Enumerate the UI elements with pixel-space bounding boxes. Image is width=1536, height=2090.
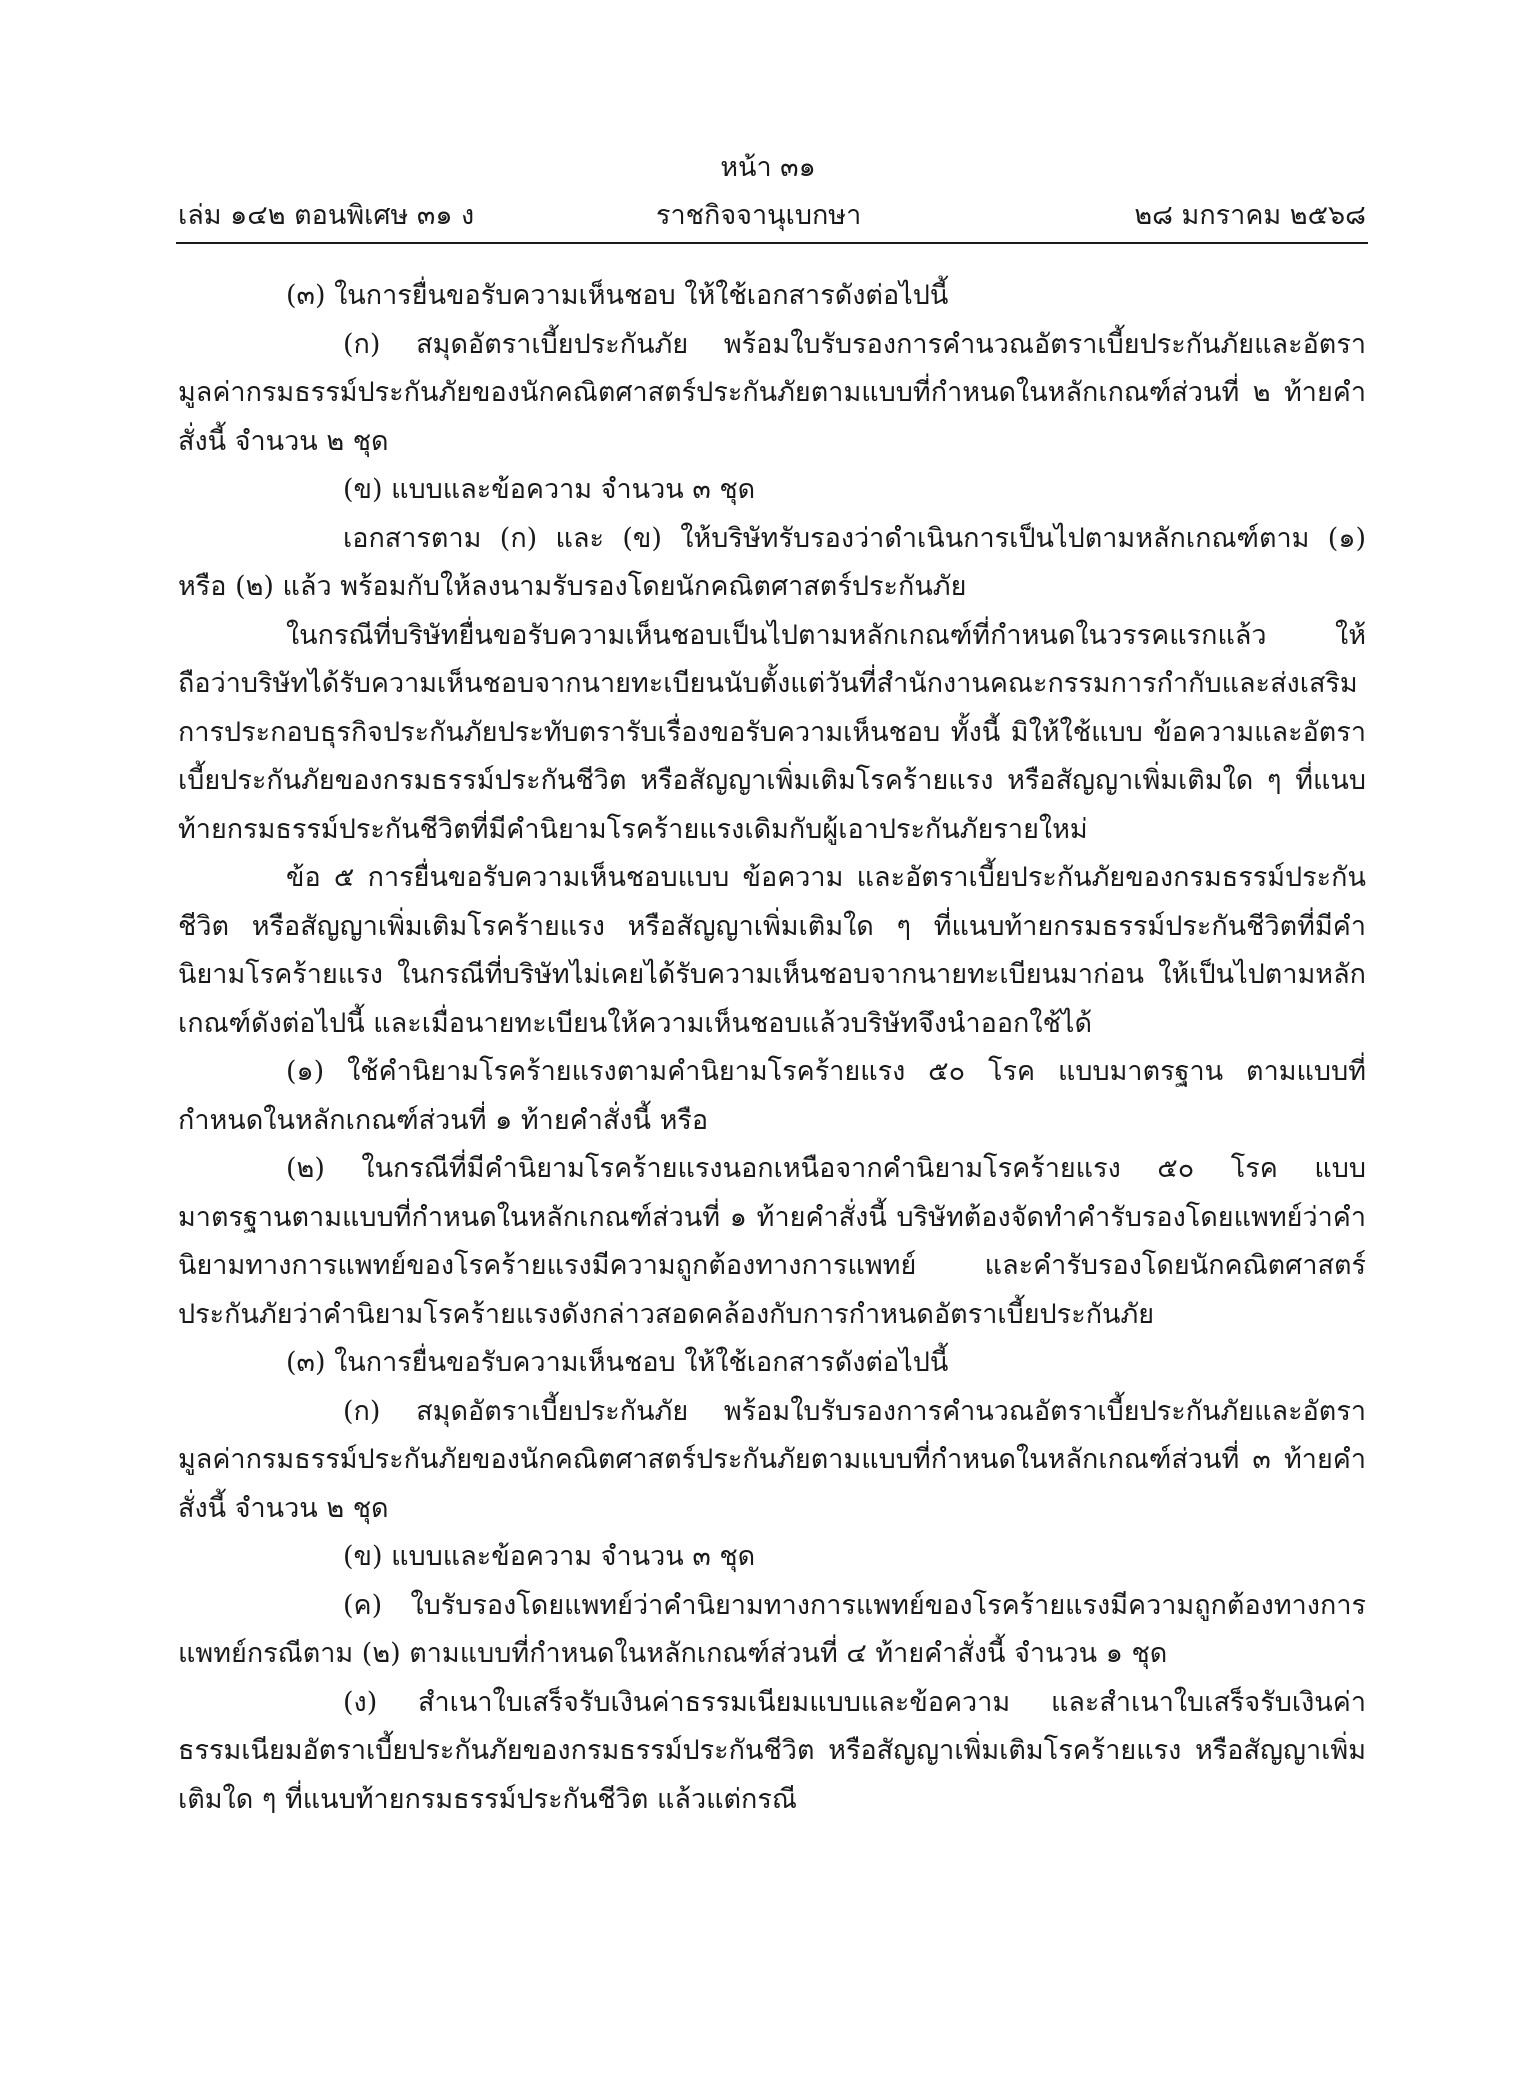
paragraph-clause-5-3d: (ง) สำเนาใบเสร็จรับเงินค่าธรรมเนียมแบบและข้อความ และสำเนาใบเสร็จรับเงินค่าธรรมเนียมอัตราเบี้ยประกันภัยของกรมธรรม์ประกันชีวิต หรือสัญญาเพิ่มเติมโรคร้ายแรง หรือสัญญาเพิ่มเติมใด ๆ ที่แนบท้ายกรมธรรม์ประกันชีวิต แล้วแต่กรณี <box>178 1686 1366 1815</box>
paragraph-clause-5-3b: (ข) แบบและข้อความ จำนวน ๓ ชุด <box>343 1541 756 1572</box>
volume-issue: เล่ม ๑๔๒ ตอนพิเศษ ๓๑ ง <box>178 200 475 231</box>
paragraph-clause-5-2: (๒) ในกรณีที่มีคำนิยามโรคร้ายแรงนอกเหนือจากคำนิยามโรคร้ายแรง ๕๐ โรค แบบมาตรฐานตามแบบที่กำหนดในหลักเกณฑ์ส่วนที่ ๑ ท้ายคำสั่งนี้ บริษัทต้องจัดทำคำรับรองโดยแพทย์ว่าคำนิยามทางการแพทย์ของโรคร้ายแรงมีความถูกต้องทางการแพทย์ และคำรับรองโดยนักคณิตศาสตร์ประกันภัยว่าคำนิยามโรคร้ายแรงดังกล่าวสอดคล้องกับการกำหนดอัตราเบี้ยประกันภัย <box>178 1153 1366 1330</box>
paragraph-clause-5: ข้อ ๕ การยื่นขอรับความเห็นชอบแบบ ข้อความ และอัตราเบี้ยประกันภัยของกรมธรรม์ประกันชีวิต หรือสัญญาเพิ่มเติมโรคร้ายแรง หรือสัญญาเพิ่มเติมใด ๆ ที่แนบท้ายกรมธรรม์ประกันชีวิตที่มีคำนิยามโรคร้ายแรง ในกรณีที่บริษัทไม่เคยได้รับความเห็นชอบจากนายทะเบียนมาก่อน ให้เป็นไปตามหลักเกณฑ์ดังต่อไปนี้ และเมื่อนายทะเบียนให้ความเห็นชอบแล้วบริษัทจึงนำออกใช้ได้ <box>178 862 1366 1039</box>
publication-date: ๒๘ มกราคม ๒๕๖๘ <box>1134 200 1366 231</box>
paragraph-certification: เอกสารตาม (ก) และ (ข) ให้บริษัทรับรองว่าดำเนินการเป็นไปตามหลักเกณฑ์ตาม (๑) หรือ (๒) แล้ว พร้อมกับให้ลงนามรับรองโดยนักคณิตศาสตร์ประกันภัย <box>178 522 1366 602</box>
paragraph-3a-rate-book: (ก) สมุดอัตราเบี้ยประกันภัย พร้อมใบรับรองการคำนวณอัตราเบี้ยประกันภัยและอัตรามูลค่ากรมธรรม์ประกันภัยของนักคณิตศาสตร์ประกันภัยตามแบบที่กำหนดในหลักเกณฑ์ส่วนที่ ๒ ท้ายคำสั่งนี้ จำนวน ๒ ชุด <box>178 328 1366 457</box>
publication-title: ราชกิจจานุเบกษา <box>656 200 862 231</box>
paragraph-approval-effect: ในกรณีที่บริษัทยื่นขอรับความเห็นชอบเป็นไปตามหลักเกณฑ์ที่กำหนดในวรรคแรกแล้ว ให้ถือว่าบริษัทได้รับความเห็นชอบจากนายทะเบียนนับตั้งแต่วันที่สำนักงานคณะกรรมการกำกับและส่งเสริมการประกอบธุรกิจประกันภัยประทับตรารับเรื่องขอรับความเห็นชอบ ทั้งนี้ มิให้ใช้แบบ ข้อความและอัตราเบี้ยประกันภัยของกรมธรรม์ประกันชีวิต หรือสัญญาเพิ่มเติมโรคร้ายแรง หรือสัญญาเพิ่มเติมใด ๆ ที่แนบท้ายกรมธรรม์ประกันชีวิตที่มีคำนิยามโรคร้ายแรงเดิมกับผู้เอาประกันภัยรายใหม่ <box>178 619 1366 845</box>
gazette-header <box>178 196 1366 240</box>
paragraph-clause-5-3c: (ค) ใบรับรองโดยแพทย์ว่าคำนิยามทางการแพทย์ของโรคร้ายแรงมีความถูกต้องทางการแพทย์กรณีตาม (๒) ตามแบบที่กำหนดในหลักเกณฑ์ส่วนที่ ๔ ท้ายคำสั่งนี้ จำนวน ๑ ชุด <box>178 1589 1366 1669</box>
paragraph-3-documents: (๓) ในการยื่นขอรับความเห็นชอบ ให้ใช้เอกสารดังต่อไปนี้ <box>286 280 949 311</box>
document-body <box>178 272 1366 1824</box>
page-number: หน้า ๓๑ <box>720 152 816 183</box>
paragraph-clause-5-3a: (ก) สมุดอัตราเบี้ยประกันภัย พร้อมใบรับรองการคำนวณอัตราเบี้ยประกันภัยและอัตรามูลค่ากรมธรรม์ประกันภัยของนักคณิตศาสตร์ประกันภัยตามแบบที่กำหนดในหลักเกณฑ์ส่วนที่ ๓ ท้ายคำสั่งนี้ จำนวน ๒ ชุด <box>178 1395 1366 1524</box>
paragraph-3b-form-text: (ข) แบบและข้อความ จำนวน ๓ ชุด <box>343 474 756 505</box>
paragraph-clause-5-1: (๑) ใช้คำนิยามโรคร้ายแรงตามคำนิยามโรคร้ายแรง ๕๐ โรค แบบมาตรฐาน ตามแบบที่กำหนดในหลักเกณฑ์ส่วนที่ ๑ ท้ายคำสั่งนี้ หรือ <box>178 1056 1366 1136</box>
paragraph-clause-5-3: (๓) ในการยื่นขอรับความเห็นชอบ ให้ใช้เอกสารดังต่อไปนี้ <box>286 1347 949 1378</box>
header-rule <box>176 242 1368 244</box>
